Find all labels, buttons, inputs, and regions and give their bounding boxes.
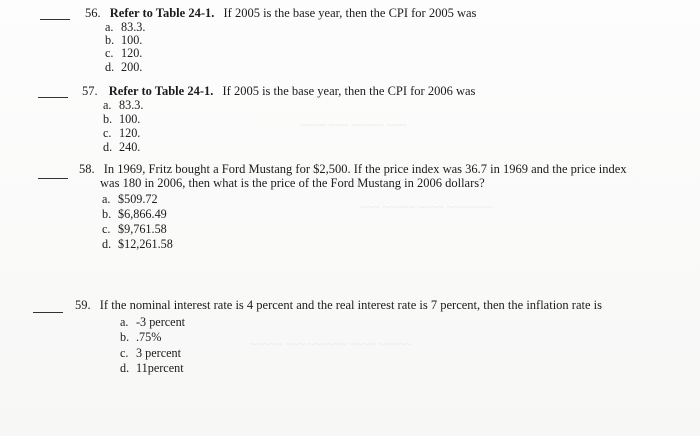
option-b: b. 100. [103, 112, 141, 126]
option-a: a. -3 percent [120, 315, 186, 329]
answer-blank-59[interactable] [33, 312, 63, 313]
option-b: b. .75% [120, 330, 162, 344]
answer-blank-56[interactable] [40, 19, 70, 20]
question-number: 59. [75, 298, 91, 312]
question-number: 56. [85, 6, 101, 20]
bleed-through-mark: ~~~~~ ~~~ ~~~~~~ ~~~~ ~~~~~ [250, 337, 412, 351]
question-58-stem-continued: was 180 in 2006, then what is the price of the Ford Mustang in 2006 dollars? [100, 176, 485, 190]
option-c: c. 120. [105, 46, 143, 60]
bleed-through-mark: ~~~~ ~~~ ~~~~~ ~~~ [300, 118, 407, 132]
option-d: d. 11percent [120, 361, 184, 375]
option-d: d. 240. [103, 140, 141, 154]
question-58-stem [79, 162, 627, 176]
option-a: a. $509.72 [102, 192, 158, 206]
table-reference: Refer to Table 24-1. [109, 6, 215, 20]
option-b: b. $6,866.49 [102, 207, 167, 221]
bleed-through-mark: ~~~ ~~~~~ ~~~~ ~~~~~~~ [360, 200, 493, 214]
question-56-stem [85, 6, 476, 20]
option-a: a. 83.3. [103, 98, 144, 112]
option-c: c. 3 percent [120, 346, 182, 360]
question-59-stem [75, 298, 602, 312]
option-b: b. 100. [105, 33, 143, 47]
table-reference: Refer to Table 24-1. [108, 84, 214, 98]
question-text: If the nominal interest rate is 4 percent and the real interest rate is 7 percent, then the inflation rate is [99, 298, 602, 312]
option-d: d. $12,261.58 [102, 237, 173, 251]
question-text: In 1969, Fritz bought a Ford Mustang for $2,500. If the price index was 36.7 in 1969 and the price index [103, 162, 627, 176]
question-57-stem [82, 84, 475, 98]
option-d: d. 200. [105, 60, 143, 74]
question-text: If 2005 is the base year, then the CPI for 2005 was [223, 6, 477, 20]
option-c: c. 120. [103, 126, 141, 140]
answer-blank-58[interactable] [38, 178, 68, 179]
option-a: a. 83.3. [105, 20, 146, 34]
answer-blank-57[interactable] [38, 97, 68, 98]
option-c: c. $9,761.58 [102, 222, 167, 236]
question-number: 58. [79, 162, 95, 176]
question-text: If 2005 is the base year, then the CPI for 2006 was [222, 84, 476, 98]
question-number: 57. [82, 84, 98, 98]
